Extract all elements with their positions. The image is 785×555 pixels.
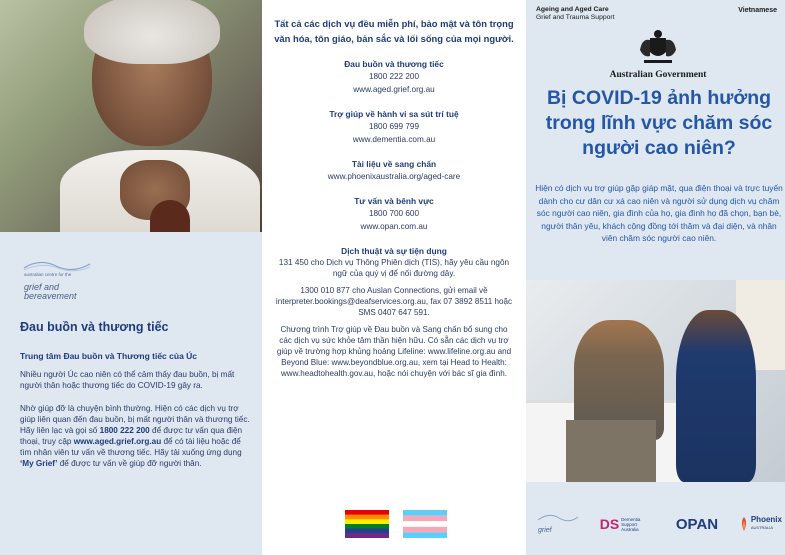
grief-para-2: Nhờ giúp đỡ là chuyện bình thường. Hiện có các dịch vụ trợ giúp liên quan đến đau buồn, bị mất người thân và thương tiếc. Hãy liên lạc và gọi số 1800 222 200 để được tư vấn qua điện thoại, truy cập www.aged.grief.org.au để có tài liệu hoặc để tìm nhân viên tư vấn về thương tiếc. Hãy tải xuống ứng dụng ‘My Grief’ để được tư vấn về giúp đỡ người thân.: [20, 404, 250, 468]
services-intro: Tất cả các dịch vụ đều miễn phí, bảo mật và tôn trọng văn hóa, tôn giáo, bản sắc và lối sống của mọi người.: [274, 18, 514, 44]
service-block: Đau buồn và thương tiếc 1800 222 200 www.aged.grief.org.au: [344, 59, 444, 94]
svg-text:grief: grief: [538, 527, 552, 534]
grief-website-link[interactable]: www.aged.grief.org.au: [73, 437, 162, 446]
dementia-support-logo: DS Dementia Support Australia: [599, 516, 641, 532]
language-label: Vietnamese: [738, 7, 777, 14]
grief-heading: Đau buồn và thương tiếc: [20, 320, 169, 334]
grief-para-1: Nhiều người Úc cao niên có thể cảm thấy đau buồn, bị mất người thân hoặc thương tiếc do COVID-19 gây ra.: [20, 370, 235, 390]
service-block: Tài liệu về sang chấn www.phoenixaustralia.org/aged-care: [327, 159, 461, 181]
transgender-flag-icon: [403, 510, 447, 538]
service-block: Tư vấn và bênh vực 1800 700 600 www.opan.com.au: [354, 196, 434, 231]
nurse-patient-photo: [526, 280, 785, 482]
cover-lead: Hiện có dịch vụ trợ giúp gặp giáp mặt, qua điện thoại và trực tuyến dành cho cư dân cư xá cao niên và người sử dụng dịch vụ chăm sóc người cao niên, gia đình của họ, gia đình họ đã chọn, bạn bè, người thân yêu, khách cộng đồng tới thăm và đại diện, và nhân viên chăm sóc người cao niên.: [535, 183, 783, 243]
service-block: Dịch thuật và sự tiện dụng 131 450 cho Dịch vụ Thông Phiên dịch (TIS), hãy yêu cầu ngôn ngữ của quý vị để nối đường dây.: [278, 246, 510, 278]
rainbow-flag-icon: [345, 510, 389, 538]
phoenix-logo: Phoenix AUSTRALIA: [739, 516, 782, 532]
partner-logos: [537, 505, 782, 543]
service-block: Trợ giúp về hành vi sa sút trí tuệ 1800 699 799 www.dementia.com.au: [329, 109, 459, 144]
grief-phone[interactable]: 1800 222 200: [99, 426, 150, 435]
panel-services: [262, 0, 526, 555]
acgb-logo: australian centre for the grief and bereavement: [22, 258, 92, 303]
my-grief-app: ‘My Grief’: [20, 459, 58, 468]
panel-grief: [0, 0, 262, 555]
program-text: Chương trình Trợ giúp về Đau buồn và Sang chấn bổ sung cho các dịch vụ sức khỏe tâm thần hiện hữu. Có sẵn các dịch vụ trợ giúp về trường hợp khủng hoảng Lifeline: www.lifeline.org.au and Beyond Blue: www.beyondblue.org.au, xem tại Head to Health: www.headtohealth.gov.au, hoặc nói chuyện với bác sĩ gia đình.: [276, 325, 512, 378]
acgb-small-logo: [537, 512, 579, 536]
auslan-text: 1300 010 877 cho Auslan Connections, gửi email về interpreter.bookings@deafservices.org.au, fax 07 3892 8511 hoặc SMS 0407 647 591.: [275, 286, 513, 317]
government-label: Australian Government: [609, 70, 707, 80]
grief-subheading: Trung tâm Đau buồn và Thương tiếc của Úc: [20, 351, 198, 361]
coat-of-arms-icon: [636, 28, 680, 68]
cover-heading: Bị COVID-19 ảnh hưởng trong lĩnh vực chăm sóc người cao niên?: [545, 87, 773, 159]
program-label: Ageing and Aged Care Grief and Trauma Support: [536, 6, 615, 21]
elderly-woman-photo: [0, 0, 262, 232]
opan-logo: OPAN: [675, 515, 719, 533]
